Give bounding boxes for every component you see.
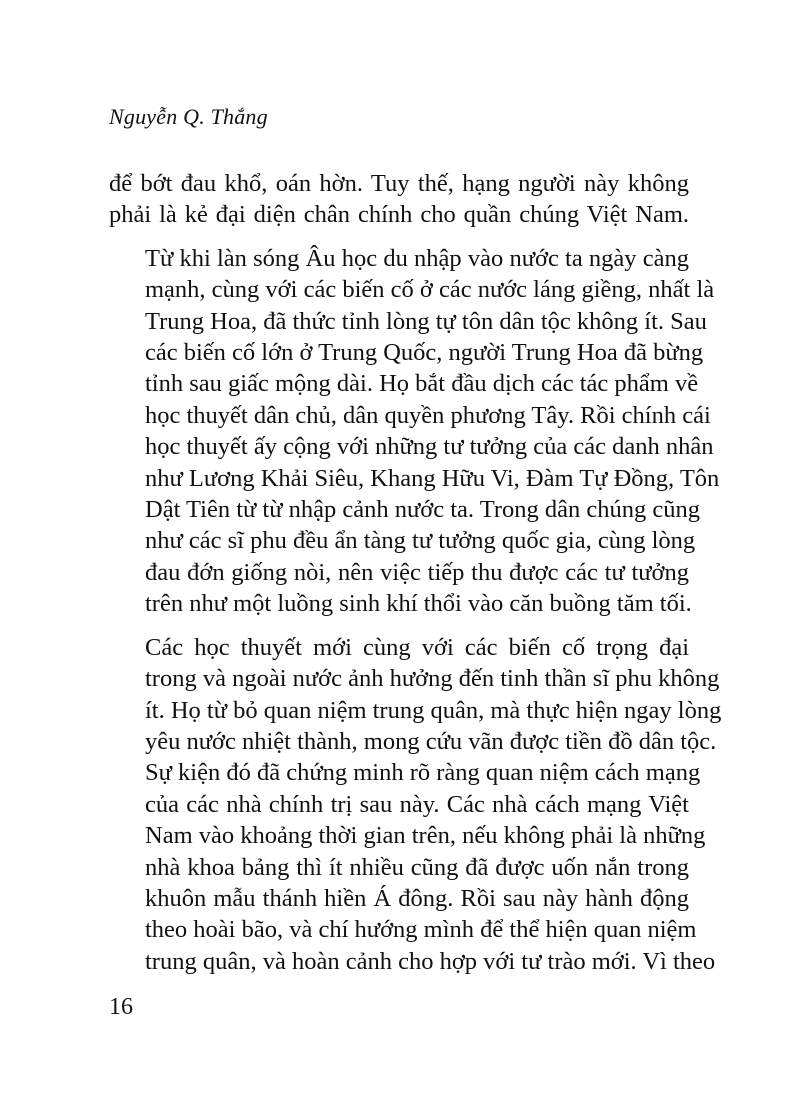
text-line: Dật Tiên từ từ nhập cảnh nước ta. Trong dân chúng cũng — [145, 496, 700, 524]
text-line: như Lương Khải Siêu, Khang Hữu Vi, Đàm Tự Đồng, Tôn — [145, 464, 720, 492]
text-line: Từ khi làn sóng Âu học du nhập vào nước ta ngày càng — [145, 244, 689, 272]
text-line: trong và ngoài nước ảnh hưởng đến tinh thần sĩ phu không — [145, 665, 720, 693]
text-line: Sự kiện đó đã chứng minh rõ ràng quan niệm cách mạng — [145, 759, 701, 787]
text-line: theo hoài bão, và chí hướng mình để thể hiện quan niệm — [145, 916, 697, 944]
text-line: Nam vào khoảng thời gian trên, nếu không phải là những — [145, 822, 706, 850]
paragraph-1 — [109, 168, 689, 231]
text-line: khuôn mẫu thánh hiền Á đông. Rồi sau này hành động — [145, 884, 689, 912]
text-line: như các sĩ phu đều ẩn tàng tư tưởng quốc gia, cùng lòng — [145, 527, 696, 555]
paragraph-3 — [109, 632, 722, 977]
page-number: 16 — [109, 994, 133, 1020]
text-line: để bớt đau khổ, oán hờn. Tuy thế, hạng người này không — [109, 170, 689, 197]
text-line: Trung Hoa, đã thức tỉnh lòng tự tôn dân tộc không ít. Sau — [145, 307, 707, 335]
body-text — [109, 168, 722, 989]
text-line: mạnh, cùng với các biến cố ở các nước láng giềng, nhất là — [145, 276, 715, 304]
running-header-author: Nguyễn Q. Thắng — [109, 104, 268, 129]
text-line: trên như một luồng sinh khí thổi vào căn buồng tăm tối. — [145, 590, 692, 618]
text-line: trung quân, và hoàn cảnh cho hợp với tư trào mới. Vì theo — [145, 947, 716, 975]
text-line: đau đớn giống nòi, nên việc tiếp thu được các tư tưởng — [145, 558, 689, 586]
text-line: học thuyết dân chủ, dân quyền phương Tây. Rồi chính cái — [145, 401, 711, 429]
paragraph-2 — [109, 243, 720, 620]
text-line: học thuyết ấy cộng với những tư tưởng của các danh nhân — [145, 433, 714, 461]
text-line: phải là kẻ đại diện chân chính cho quần chúng Việt Nam. — [109, 201, 689, 229]
text-line: Các học thuyết mới cùng với các biến cố trọng đại — [145, 633, 689, 661]
text-line: ít. Họ từ bỏ quan niệm trung quân, mà thực hiện ngay lòng — [145, 696, 722, 724]
text-line: của các nhà chính trị sau này. Các nhà cách mạng Việt — [145, 790, 689, 818]
text-line: các biến cố lớn ở Trung Quốc, người Trung Hoa đã bừng — [145, 339, 704, 367]
text-line: nhà khoa bảng thì ít nhiều cũng đã được uốn nắn trong — [145, 853, 689, 881]
text-line: yêu nước nhiệt thành, mong cứu vãn được tiền đồ dân tộc. — [145, 727, 717, 755]
text-line: tỉnh sau giấc mộng dài. Họ bắt đầu dịch các tác phẩm về — [145, 370, 699, 398]
